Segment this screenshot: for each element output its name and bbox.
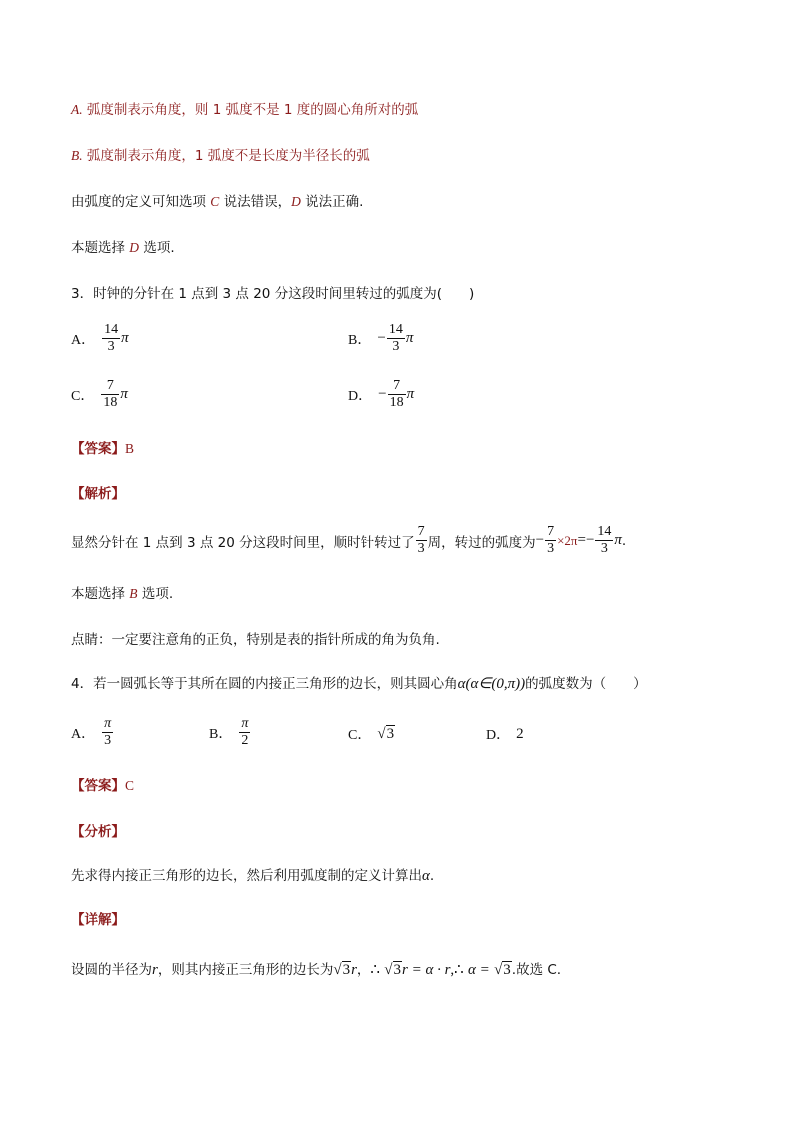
radicand: 3 [342, 962, 351, 978]
text: ，则其内接正三角形的边长为 [157, 962, 334, 978]
text: 4．若一圆弧长等于其所在圆的内接正三角形的边长，则其圆心角 [71, 676, 458, 692]
answer-tag: 【答案】 [71, 441, 125, 457]
text: . [621, 532, 627, 549]
denominator: 3 [417, 541, 425, 556]
solution-line-d [71, 238, 175, 258]
sqrt-expression: √3 [494, 962, 511, 978]
solution-text: 弧度制表示角度，1 弧度不是长度为半径长的弧 [86, 148, 370, 164]
therefore-symbol: ∴ [370, 962, 380, 978]
text: 先求得内接正三角形的边长，然后利用弧度制的定义计算出 [71, 868, 422, 884]
text: 说法错误， [219, 194, 292, 210]
denominator: 3 [547, 541, 555, 556]
therefore-symbol: ,∴ [450, 962, 464, 978]
option-label: B． [348, 332, 372, 348]
text: .故选 C. [511, 962, 562, 978]
question-3-stem: 3．时钟的分针在 1 点到 3 点 20 分这段时间里转过的弧度为( ) [71, 286, 475, 302]
analysis-tag: 【分析】 [71, 824, 125, 840]
option-label: B． [209, 726, 233, 742]
text: 的弧度数为（ ） [525, 676, 647, 692]
q3-analysis-tag [71, 484, 125, 504]
q4-answer [71, 776, 134, 796]
solution-line-c [71, 192, 363, 212]
denominator: 18 [103, 395, 118, 410]
option-letter: D [291, 194, 301, 209]
answer-tag: 【答案】 [71, 778, 125, 794]
question-4-stem [71, 674, 647, 694]
radicand: 3 [386, 725, 395, 742]
alpha-range: α(α∈(0,π)) [457, 676, 526, 692]
q4-analysis [71, 866, 434, 886]
pi-symbol: π [614, 532, 622, 548]
sqrt-expression: √3 [384, 962, 401, 978]
option-sign: − [377, 330, 386, 346]
solution-text: 弧度制表示角度，则 1 弧度不是 1 度的圆心角所对的弧 [86, 102, 419, 118]
option-label: A． [71, 332, 96, 348]
denominator: 3 [595, 540, 613, 557]
pi-symbol: π [405, 330, 414, 346]
equals-minus: =− [577, 532, 595, 548]
numerator: 7 [547, 524, 555, 539]
option-letter: B. [71, 148, 83, 163]
text: 本题选择 [71, 240, 130, 256]
denominator: 2 [239, 732, 250, 749]
fraction [388, 378, 406, 411]
sqrt-expression: √3 [333, 962, 351, 978]
q3-note: 点睛：一定要注意角的正负，特别是表的指针所成的角为负角. [71, 632, 440, 648]
fraction [416, 524, 427, 557]
text: 说法正确. [300, 194, 364, 210]
numerator: π [241, 716, 249, 731]
q3-explanation [71, 524, 626, 557]
solution-line-a [71, 100, 418, 120]
q4-analysis-tag [71, 822, 125, 842]
numerator: 7 [106, 378, 114, 393]
numerator: 7 [393, 378, 401, 393]
q4-detail-tag [71, 910, 125, 930]
text: 选项. [137, 586, 174, 602]
option-label: A． [71, 726, 96, 742]
q3-option-a [71, 322, 129, 355]
sqrt-expression: √3 [377, 725, 395, 742]
minus-sign: − [535, 532, 545, 548]
text: 周，转过的弧度为 [427, 534, 536, 551]
text: ， [356, 962, 371, 978]
numerator: π [104, 716, 112, 731]
option-label: C． [348, 728, 372, 743]
option-label: D． [348, 388, 373, 404]
fraction [239, 716, 250, 749]
option-letter: A. [71, 102, 83, 117]
text: 显然分针在 1 点到 3 点 20 分这段时间里，顺时针转过了 [71, 534, 415, 551]
radicand: 3 [503, 962, 511, 978]
fraction [545, 524, 556, 557]
answer-value: B [125, 441, 135, 456]
option-label: C． [71, 388, 95, 404]
q4-option-c [348, 724, 395, 744]
pi-symbol: π [406, 386, 415, 402]
numerator: 14 [597, 524, 612, 539]
pi-symbol: π [121, 330, 129, 346]
radius-symbol: r [152, 962, 158, 978]
q3-option-c [71, 378, 128, 411]
fraction [102, 716, 113, 749]
q4-option-a [71, 716, 114, 749]
equation: α = [468, 962, 490, 978]
detail-tag: 【详解】 [71, 912, 125, 928]
equation: r = α · r [402, 962, 451, 978]
q4-option-b [209, 716, 251, 749]
times-two-pi: ×2π [557, 532, 578, 548]
pi-symbol: π [120, 386, 128, 402]
option-value: 2 [516, 725, 524, 742]
radicand: 3 [393, 962, 401, 978]
analysis-tag: 【解析】 [71, 486, 125, 502]
q3-selection [71, 584, 173, 604]
text: 本题选择 [71, 586, 130, 602]
fraction [102, 322, 120, 355]
text: 由弧度的定义可知选项 [71, 194, 211, 210]
numerator: 14 [388, 322, 403, 337]
text: 选项. [139, 240, 175, 256]
fraction [595, 524, 613, 557]
q3-option-b [348, 322, 413, 355]
option-letter: B [129, 586, 138, 601]
option-sign: − [378, 386, 387, 402]
denominator: 3 [102, 732, 113, 749]
q4-option-d [486, 724, 524, 744]
numerator: 7 [417, 524, 425, 539]
denominator: 18 [389, 395, 404, 410]
fraction [101, 378, 119, 411]
answer-value: C [125, 778, 135, 793]
q3-option-d [348, 378, 414, 411]
option-letter: D [129, 240, 140, 255]
fraction [387, 322, 405, 355]
text: 设圆的半径为 [71, 962, 152, 978]
alpha-symbol: α [422, 868, 430, 884]
option-letter: C [210, 194, 220, 209]
q4-detail [71, 960, 561, 980]
radius-symbol: r [351, 962, 357, 978]
text: . [429, 868, 435, 884]
denominator: 3 [387, 338, 405, 355]
numerator: 14 [104, 322, 119, 337]
denominator: 3 [102, 338, 120, 355]
option-label: D． [486, 728, 511, 743]
solution-line-b [71, 146, 370, 166]
q3-answer [71, 439, 134, 459]
